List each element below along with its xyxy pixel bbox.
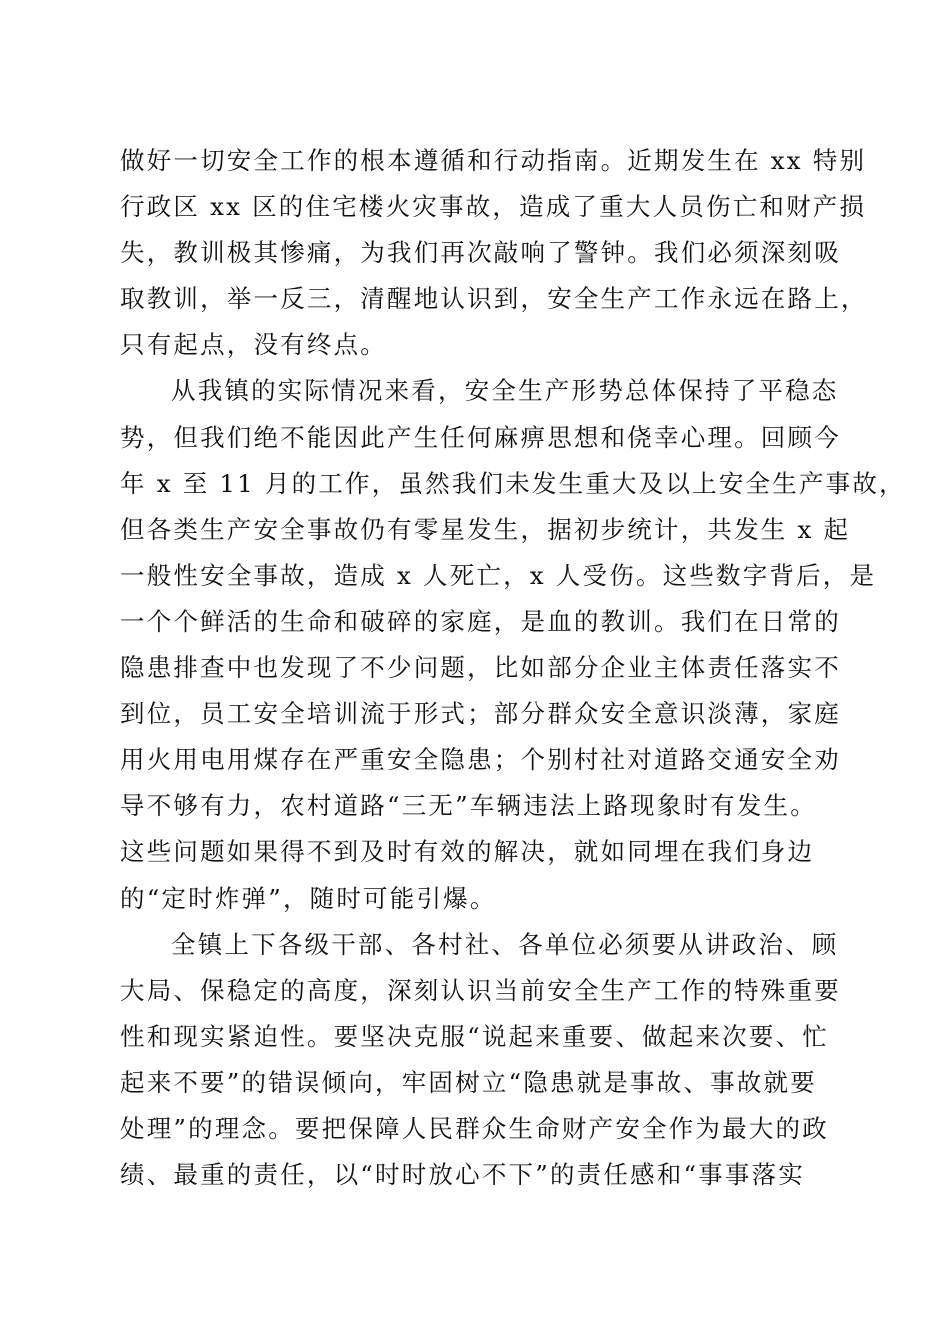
text-line: 绩、最重的责任，以“时时放心不下”的责任感和“事事落实 [120,1160,805,1190]
text-line: 做好一切安全工作的根本遵循和行动指南。近期发生在 xx 特别 [120,146,867,175]
text-line: 起来不要”的错误倾向，牢固树立“隐患就是事故、事故就要 [120,1067,817,1097]
text-line: 到位，员工安全培训流于形式；部分群众安全意识淡薄，家庭 [120,699,841,729]
text-line: 势，但我们绝不能因此产生任何麻痹思想和侥幸心理。回顾今 [120,422,841,452]
text-line: 处理”的理念。要把保障人民群众生命财产安全作为最大的政 [120,1113,829,1143]
text-line: 只有起点，没有终点。 [120,330,387,360]
text-line: 全镇上下各级干部、各村社、各单位必须要从讲政治、顾 [171,929,839,959]
text-line: 一般性安全事故，造成 x 人死亡，x 人受伤。这些数字背后，是 [120,560,877,590]
text-line: 失，教训极其惨痛，为我们再次敲响了警钟。我们必须深刻吸 [120,238,841,268]
text-line: 行政区 xx 区的住宅楼火灾事故，造成了重大人员伤亡和财产损 [120,192,867,222]
text-line: 取教训，举一反三，清醒地认识到，安全生产工作永远在路上， [120,284,868,314]
text-line: 一个个鲜活的生命和破碎的家庭，是血的教训。我们在日常的 [120,606,841,636]
paragraph-1 [120,138,868,368]
text-line: 但各类生产安全事故仍有零星发生，据初步统计，共发生 x 起 [120,514,851,544]
text-line: 的“定时炸弹”，随时可能引爆。 [120,883,497,913]
paragraph-3 [120,922,841,1199]
text-line: 导不够有力，农村道路“三无”车辆违法上路现象时有发生。 [120,791,817,821]
text-line: 年 x 至 11 月的工作，虽然我们未发生重大及以上安全生产事故， [120,468,906,498]
paragraph-2 [120,368,906,921]
text-line: 从我镇的实际情况来看，安全生产形势总体保持了平稳态 [171,376,839,406]
text-line: 这些问题如果得不到及时有效的解决，就如同埋在我们身边 [120,837,815,867]
text-line: 隐患排查中也发现了不少问题，比如部分企业主体责任落实不 [120,653,841,683]
text-line: 大局、保稳定的高度，深刻认识当前安全生产工作的特殊重要 [120,975,841,1005]
text-line: 用火用电用煤存在严重安全隐患；个别村社对道路交通安全劝 [120,745,841,775]
document-body [120,138,906,1198]
text-line: 性和现实紧迫性。要坚决克服“说起来重要、做起来次要、忙 [120,1021,829,1051]
